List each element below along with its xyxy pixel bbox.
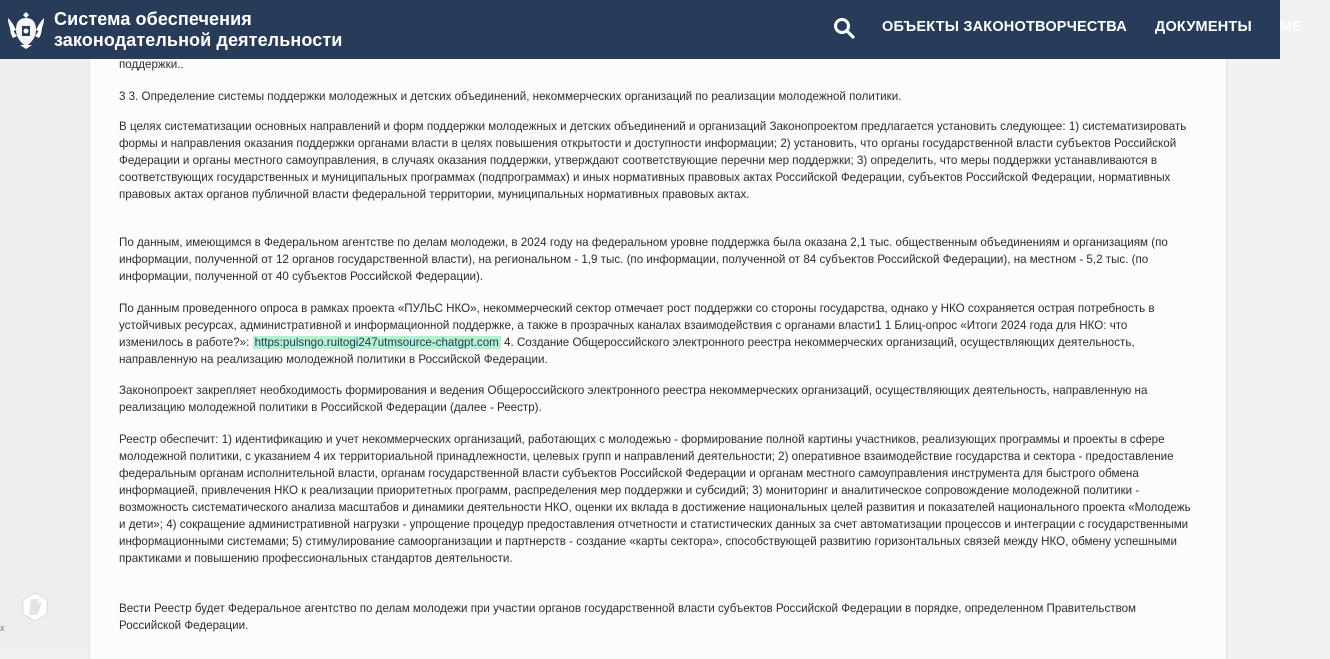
paragraph-agency-data: По данным, имеющимся в Федеральном агентстве по делам молодежи, в 2024 году на федеральном уровне поддержка была оказана 2,1 тыс. общественным объединениям и организациям (по информации, полученной от 12 органов государственной власти), на региональном - 1,9 тыс. (по информации, полученной от 84 субъектов Российской Федерации), на местном - 5,2 тыс. (по информации, полученной от 40 субъектов Российской Федерации).: [119, 236, 1168, 283]
paragraph-registry-law: Законопроект закрепляет необходимость формирования и ведения Общероссийского электронного реестра некоммерческих организаций, осуществляющих деятельность, направленную на реализацию молодежной политики в Российской Федерации (далее - Реестр).: [119, 384, 1148, 414]
paragraph-0: поддержки..: [119, 58, 184, 71]
search-icon[interactable]: [832, 16, 856, 40]
document-page: [89, 59, 1227, 659]
paragraph-registry-functions: Реестр обеспечит: 1) идентификацию и учет некоммерческих организаций, работающих с молодежью - формирование полной картины участников, реализующих программы и проекты в сфере молодежной политики, с указанием 4 их территориальной принадлежности, целевых групп и направлений деятельности; 2) оперативное взаимодействие государства и сектора - предоставление федеральным органам исполнительной власти, органам государственной власти субъектов Российской Федерации и органам местного самоуправления инструмента для быстрого обмена информацией, привлечения НКО к реализации приоритетных программ, распределения мер поддержки и субсидий; 3) мониторинг и аналитическое сопровождение молодежной политики - возможность систематического анализа масштабов и динамики деятельности НКО, оценки их вклада в достижение национальных целей развития и показателей национального проекта «Молодежь и дети»; 4) сокращение административной нагрузки - упрощение процедур предоставления отчетности и статистических данных за счет автоматизации процессов и интеграции с государственными информационными системами; 5) стимулирование самоорганизации и партнерств - создание «карты сектора», способствующей развитию горизонтальных связей между НКО, обмену успешными практиками и повышению профессиональных стандартов деятельности.: [119, 433, 1191, 565]
survey-text: По данным проведенного опроса в рамках проекта «ПУЛЬС НКО», некоммерческий сектор отмечает рост поддержки со стороны государства, однако у НКО сохраняется острая потребность в устойчивых ресурсах, административной и информационной поддержке, а также в прозрачных каналах взаимодействия с органами власти1 1 Блиц-опрос «Итоги 2024 года для НКО: что изменилось в работе?»:: [119, 302, 1155, 349]
paragraph-survey: [119, 300, 1193, 368]
nav-item-documents[interactable]: ДОКУМЕНТЫ: [1154, 19, 1252, 35]
site-title-line2: законодательной деятельности: [54, 30, 343, 50]
top-nav: [882, 19, 1330, 35]
paragraph-section-3-3: 3 3. Определение системы поддержки молодежных и детских объединений, некоммерческих организаций по реализации молодежной политики.: [119, 90, 902, 103]
left-margin: [0, 59, 88, 647]
coat-of-arms-icon[interactable]: [6, 8, 46, 50]
nav-item-more[interactable]: МЕ: [1279, 19, 1302, 35]
survey-text-after: 4. Создание Общероссийского электронного реестра некоммерческих организаций, осуществляющих деятельность, направленную на реализацию молодежной политики в Российской Федерации.: [119, 336, 1135, 366]
site-title-line1: Система обеспечения: [54, 9, 252, 29]
paragraph-registry-operator: Вести Реестр будет Федеральное агентство по делам молодежи при участии органов государственной власти субъектов Российской Федерации в порядке, определенном Правительством Российской Федерации.: [119, 602, 1137, 632]
side-label: x: [0, 623, 5, 633]
brand-mark-icon: [22, 592, 48, 622]
survey-link[interactable]: https:pulsngo.ruitogi247utmsource-chatgpt.com: [254, 336, 499, 349]
top-header: [0, 0, 1302, 59]
paragraph-systematization: В целях систематизации основных направлений и форм поддержки молодежных и детских объединений и организаций Законопроектом предлагается установить следующее: 1) систематизировать формы и направления оказания поддержки органами власти в целях повышения открытости и доступности информации; 2) установить, что органы государственной власти субъектов Российской Федерации и органы местного самоуправления, в случаях оказания поддержки, утверждают соответствующие перечни мер поддержки; 3) определить, что меры поддержки устанавливаются в соответствующих государственных и муниципальных программах (подпрограммах) и иных нормативных правовых актах Российской Федерации, субъектов Российской Федерации, нормативных правовых актах органов публичной власти федеральной территории, муниципальных нормативных правовых актах.: [119, 120, 1187, 201]
nav-item-objects[interactable]: ОБЪЕКТЫ ЗАКОНОТВОРЧЕСТВА: [882, 19, 1127, 35]
site-title[interactable]: [54, 9, 342, 51]
